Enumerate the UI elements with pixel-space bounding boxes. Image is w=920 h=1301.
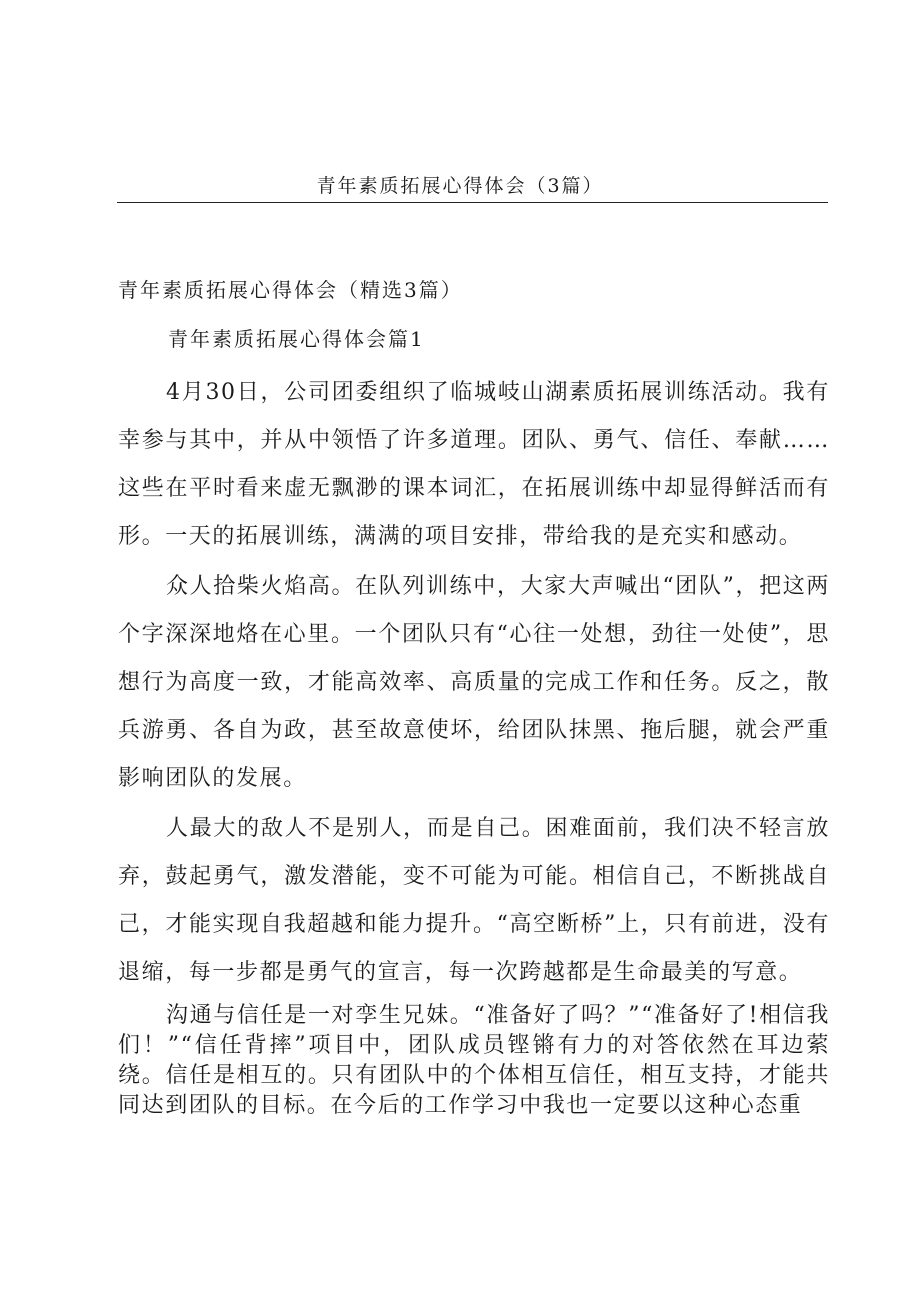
- page-header-title: 青年素质拓展心得体会（3篇）: [316, 175, 604, 197]
- section-heading: 青年素质拓展心得体会篇1: [168, 327, 425, 351]
- paragraph: 人最大的敌人不是别人，而是自己。困难面前，我们决不轻言放弃，鼓起勇气，激发潜能，变不可能为可能。相信自己，不断挑战自己，才能实现自我超越和能力提升。“高空断桥”上，只有前进，没有退缩，每一步都是勇气的宣言，每一次跨越都是生命最美的写意。: [118, 816, 830, 985]
- document-title: 青年素质拓展心得体会（精选3篇）: [118, 278, 463, 302]
- header-divider: [117, 202, 828, 203]
- paragraph: 4月30日，公司团委组织了临城岐山湖素质拓展训练活动。我有幸参与其中，并从中领悟了许多道理。团队、勇气、信任、奉献……这些在平时看来虚无飘渺的课本词汇，在拓展训练中却显得鲜活而有形。一天的拓展训练，满满的项目安排，带给我的是充实和感动。: [118, 380, 830, 549]
- paragraph: 沟通与信任是一对孪生兄妹。“准备好了吗？”“准备好了!相信我们！”“信任背摔”项目中，团队成员铿锵有力的对答依然在耳边萦绕。信任是相互的。只有团队中的个体相互信任，相互支持，才能共同达到团队的目标。在今后的工作学习中我也一定要以这种心态重: [118, 1003, 830, 1118]
- paragraph: 众人拾柴火焰高。在队列训练中，大家大声喊出“团队”，把这两个字深深地烙在心里。一个团队只有“心往一处想，劲往一处使”，思想行为高度一致，才能高效率、高质量的完成工作和任务。反之，散兵游勇、各自为政，甚至故意使坏，给团队抹黑、拖后腿，就会严重影响团队的发展。: [118, 574, 830, 791]
